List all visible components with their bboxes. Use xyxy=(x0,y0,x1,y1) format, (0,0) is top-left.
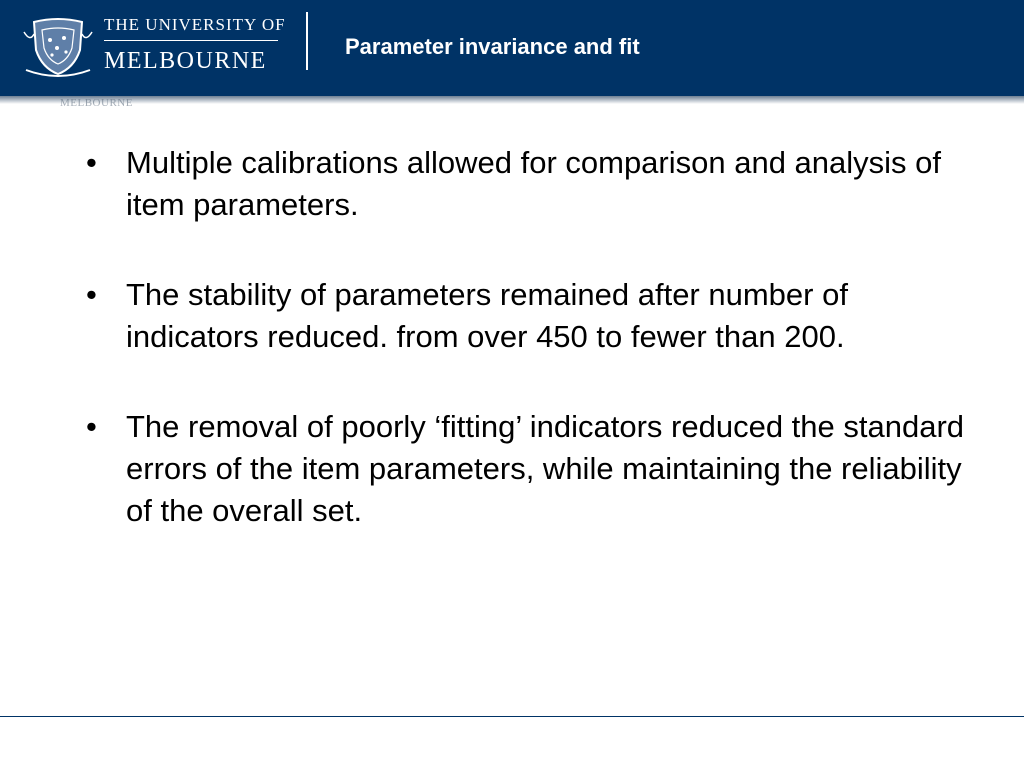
ghost-watermark-text: MELBOURNE xyxy=(60,97,133,109)
university-wordmark xyxy=(104,14,286,75)
slide-content xyxy=(86,142,966,580)
bullet-marker: • xyxy=(86,409,97,444)
header-divider xyxy=(306,12,308,70)
bullet-marker: • xyxy=(86,277,97,312)
logo-rule xyxy=(104,40,278,41)
bullet-item xyxy=(86,406,966,532)
university-crest-icon xyxy=(22,12,94,80)
slide-title: Parameter invariance and fit xyxy=(345,34,640,59)
bullet-text: The removal of poorly ‘fitting’ indicators reduced the standard errors of the item parameters, while maintaining the reliability of the overall set. xyxy=(126,409,965,528)
logo-line-melbourne: MELBOURNE xyxy=(104,48,267,74)
bullet-text: Multiple calibrations allowed for comparison and analysis of item parameters. xyxy=(126,145,942,222)
footer-rule xyxy=(0,716,1024,717)
bullet-marker: • xyxy=(86,145,97,180)
header-bar xyxy=(0,0,1024,96)
bullet-text: The stability of parameters remained after number of indicators reduced. from over 450 to fewer than 200. xyxy=(126,277,848,354)
bullet-item xyxy=(86,142,966,226)
logo-line-university-of: THE UNIVERSITY OF xyxy=(104,15,286,34)
bullet-item xyxy=(86,274,966,358)
header-shadow xyxy=(0,96,1024,104)
bullet-list xyxy=(86,142,966,532)
